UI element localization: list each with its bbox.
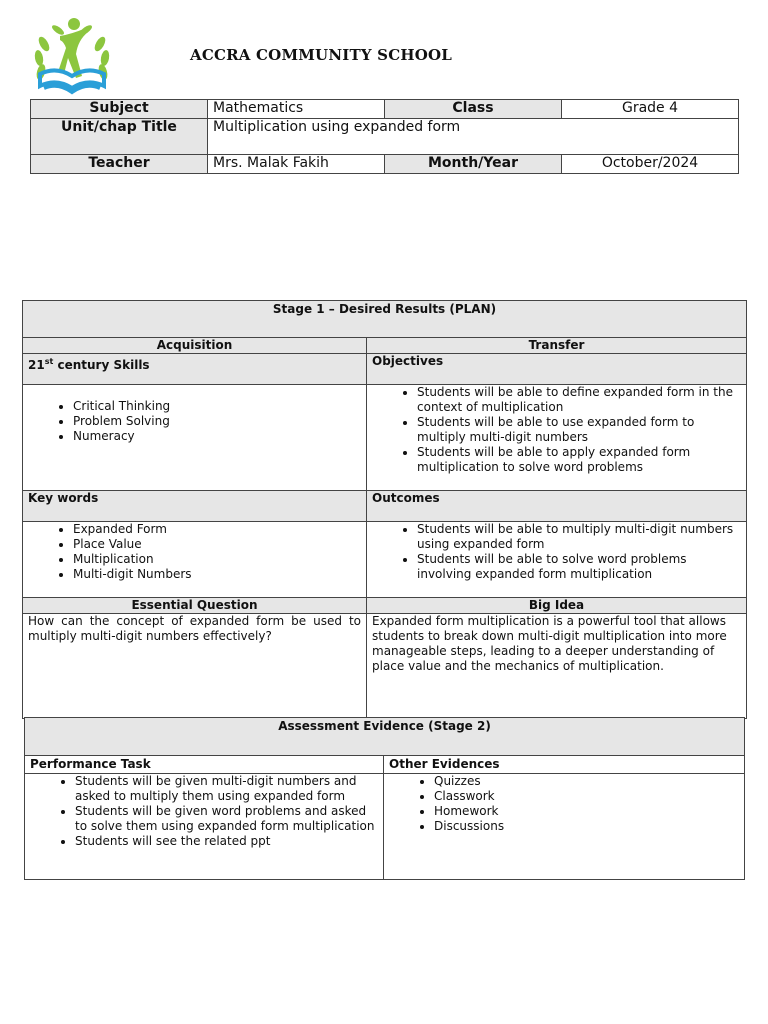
list-item: • Numeracy	[73, 429, 361, 444]
teacher-label: Teacher	[31, 155, 208, 174]
unit-title-value: Multiplication using expanded form	[208, 119, 739, 155]
list-item: • Critical Thinking	[73, 399, 361, 414]
skills-cell	[23, 385, 367, 491]
list-item: • Expanded Form	[73, 522, 361, 537]
list-item: • Students will be given word problems and asked to solve them using expanded form multiplication	[75, 804, 378, 834]
class-value: Grade 4	[562, 100, 739, 119]
month-year-label: Month/Year	[385, 155, 562, 174]
outcomes-list	[372, 522, 741, 582]
objectives-list	[372, 385, 741, 475]
subject-label: Subject	[31, 100, 208, 119]
list-item: • Students will be given multi-digit numbers and asked to multiply them using expanded form	[75, 774, 378, 804]
performance-task-list	[30, 774, 378, 849]
list-item: • Place Value	[73, 537, 361, 552]
list-item: • Problem Solving	[73, 414, 361, 429]
transfer-header: Transfer	[367, 338, 747, 354]
list-item: • Students will be able to solve word problems involving expanded form multiplication	[417, 552, 741, 582]
list-item: • Students will see the related ppt	[75, 834, 378, 849]
unit-title-label: Unit/chap Title	[31, 119, 208, 155]
subject-value: Mathematics	[208, 100, 385, 119]
performance-task-cell	[25, 774, 384, 880]
other-evidences-cell	[384, 774, 745, 880]
essential-question-text: How can the concept of expanded form be used to multiply multi-digit numbers effectively?	[23, 614, 367, 719]
list-item: • Multi-digit Numbers	[73, 567, 361, 582]
course-info-table	[30, 99, 739, 174]
objectives-heading: Objectives	[367, 354, 747, 385]
essential-question-heading: Essential Question	[23, 598, 367, 614]
acquisition-header: Acquisition	[23, 338, 367, 354]
performance-task-heading: Performance Task	[25, 756, 384, 774]
list-item: • Classwork	[434, 789, 739, 804]
list-item: • Multiplication	[73, 552, 361, 567]
other-evidences-heading: Other Evidences	[384, 756, 745, 774]
other-evidences-list	[389, 774, 739, 834]
list-item: • Homework	[434, 804, 739, 819]
skills-heading: 21st century Skills	[23, 354, 367, 385]
skills-list	[28, 399, 361, 444]
list-item: • Students will be able to define expanded form in the context of multiplication	[417, 385, 741, 415]
stage1-title: Stage 1 – Desired Results (PLAN)	[23, 301, 747, 338]
keywords-heading: Key words	[23, 491, 367, 522]
list-item: • Quizzes	[434, 774, 739, 789]
teacher-value: Mrs. Malak Fakih	[208, 155, 385, 174]
list-item: • Discussions	[434, 819, 739, 834]
outcomes-cell	[367, 522, 747, 598]
stage1-table	[22, 300, 747, 719]
stage2-table	[24, 717, 745, 880]
list-item: • Students will be able to use expanded form to multiply multi-digit numbers	[417, 415, 741, 445]
list-item: • Students will be able to apply expanded form multiplication to solve word problems	[417, 445, 741, 475]
keywords-cell	[23, 522, 367, 598]
big-idea-heading: Big Idea	[367, 598, 747, 614]
objectives-cell	[367, 385, 747, 491]
month-year-value: October/2024	[562, 155, 739, 174]
list-item: • Students will be able to multiply multi-digit numbers using expanded form	[417, 522, 741, 552]
big-idea-text: Expanded form multiplication is a powerful tool that allows students to break down multi-digit multiplication into more manageable steps, leading to a deeper understanding of place value and the mechanics of multiplication.	[367, 614, 747, 719]
stage2-title: Assessment Evidence (Stage 2)	[25, 718, 745, 756]
school-name: ACCRA COMMUNITY SCHOOL	[190, 46, 452, 64]
class-label: Class	[385, 100, 562, 119]
outcomes-heading: Outcomes	[367, 491, 747, 522]
school-logo	[30, 14, 114, 100]
keywords-list	[28, 522, 361, 582]
